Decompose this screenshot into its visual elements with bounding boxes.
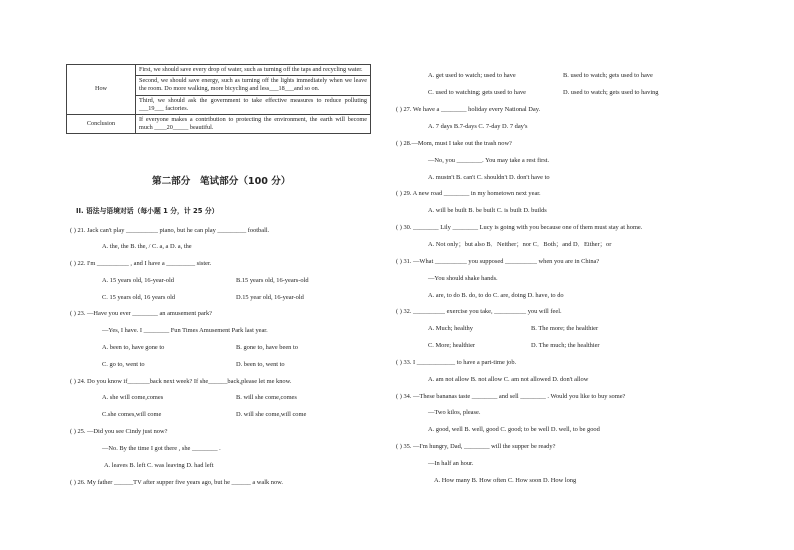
- right-question-line: ( ) 31. —What __________ you supposed __________ when you are in China?: [396, 258, 600, 265]
- right-question-line: A. will be built B. be built C. is built D. builds: [428, 207, 547, 214]
- right-question-line: A. 7 days B.7-days C. 7-day D. 7 day's: [428, 123, 528, 130]
- how-row-2: Second, we should save energy, such as turning off the lights immediately when we leave the room. Do more walking, more bicycling and less___18___and so on.: [136, 76, 371, 95]
- left-question-line: A. 15 years old, 16-year-old: [102, 277, 174, 284]
- left-question-line: ( ) 21. Jack can't play __________ piano, but he can play _________ football.: [70, 227, 270, 234]
- left-question-line: A. been to, have gone to: [102, 344, 165, 351]
- how-label: How: [67, 65, 136, 115]
- right-question-line: ( ) 34. —These bananas taste ________ and sell ________ . Would you like to buy some?: [396, 393, 626, 400]
- right-question-line: A. good, well B. well, good C. good; to be well D. well, to be good: [428, 426, 600, 433]
- right-question-line: —You should shake hands.: [428, 275, 498, 282]
- left-question-line: ( ) 26. My father ______TV after supper five years ago, but he ______ a walk now.: [70, 479, 283, 486]
- left-question-line: B. gone to, have been to: [236, 344, 298, 351]
- left-question-line: ( ) 25. —Did you see Cindy just now?: [70, 428, 168, 435]
- left-question-line: A. leaves B. left C. was leaving D. had left: [104, 462, 214, 469]
- part-title: 第二部分 笔试部分（100 分）: [152, 176, 291, 187]
- how-row-1: First, we should save every drop of water, such as turning off the taps and recycling water.: [136, 65, 371, 76]
- right-question-line: A. How many B. How often C. How soon D. How long: [434, 477, 577, 484]
- right-question-line: A. get used to watch; used to have: [428, 72, 516, 79]
- right-question-line: ( ) 33. I ____________ to have a part-time job.: [396, 359, 517, 366]
- right-question-line: B. The more; the healthier: [531, 325, 599, 332]
- right-question-line: ( ) 28.—Mom, must I take out the trash now?: [396, 140, 512, 147]
- section-title: II. 语法与语境对话（每小题 1 分，计 25 分）: [76, 207, 219, 215]
- right-question-line: C. More; healthier: [428, 342, 476, 349]
- left-question-line: —Yes, I have. I ________ Fun Times Amusement Park last year.: [102, 327, 268, 334]
- right-question-line: —No, you ________. You may take a rest first.: [428, 157, 550, 164]
- right-question-line: C. used to watching; gets used to have: [428, 89, 526, 96]
- left-question-line: C. 15 years old, 16 years old: [102, 294, 176, 301]
- left-question-line: D. been to, went to: [236, 361, 285, 368]
- right-question-line: D. The much; the healthier: [531, 342, 600, 349]
- left-question-line: A. the, the B. the, / C. a, a D. a, the: [102, 243, 192, 250]
- right-question-line: ( ) 27. We have a ________ holiday every National Day.: [396, 106, 541, 113]
- right-question-line: ( ) 32. __________ exercise you take, __________ you will feel.: [396, 308, 562, 315]
- essay-outline-table: [66, 64, 371, 134]
- left-question-line: C. go to, went to: [102, 361, 145, 368]
- left-question-line: B. will she come,comes: [236, 394, 297, 401]
- left-question-line: A. she will come,comes: [102, 394, 164, 401]
- conclusion-text: If everyone makes a contribution to protecting the environment, the earth will become much ____20_____ beautiful.: [136, 115, 371, 134]
- right-question-line: A. Not only；but also B．Neither；nor C．Both；and D．Either；or: [428, 241, 612, 248]
- left-question-line: C.she comes,will come: [102, 411, 162, 418]
- right-question-line: A. mustn't B. can't C. shouldn't D. don't have to: [428, 174, 550, 181]
- left-question-line: ( ) 23. —Have you ever ________ an amusement park?: [70, 310, 212, 317]
- right-question-line: A. Much; healthy: [428, 325, 473, 332]
- right-question-line: —Two kilos, please.: [428, 409, 481, 416]
- right-question-line: ( ) 29. A new road ________ in my hometown next year.: [396, 190, 541, 197]
- left-question-line: B.15 years old, 16-years-old: [236, 277, 309, 284]
- left-question-line: D. will she come,will come: [236, 411, 307, 418]
- how-row-3: Third, we should ask the government to take effective measures to reduce polluting ___19___ factories.: [136, 95, 371, 114]
- left-question-line: —No. By the time I got there , she ________ .: [102, 445, 221, 452]
- right-question-line: —In half an hour.: [428, 460, 474, 467]
- right-question-line: ( ) 30. ________ Lily ________ Lucy is going with you because one of them must stay at home.: [396, 224, 643, 231]
- left-question-line: ( ) 24. Do you know if_______back next week? If she______back,please let me know.: [70, 378, 292, 385]
- right-question-line: B. used to watch; gets used to have: [563, 72, 653, 79]
- right-question-line: A. are, to do B. do, to do C. are, doing D. have, to do: [428, 292, 564, 299]
- left-question-line: D.15 year old, 16-year-old: [236, 294, 304, 301]
- right-question-line: D. used to watch; gets used to having: [563, 89, 659, 96]
- right-question-line: A. am not allow B. not allow C. am not allowed D. don't allow: [428, 376, 589, 383]
- conclusion-label: Conclusion: [67, 115, 136, 134]
- left-question-line: ( ) 22. I'm __________ , and I have a _________ sister.: [70, 260, 212, 267]
- right-question-line: ( ) 35. —I'm hungry, Dad, ________ will the supper be ready?: [396, 443, 556, 450]
